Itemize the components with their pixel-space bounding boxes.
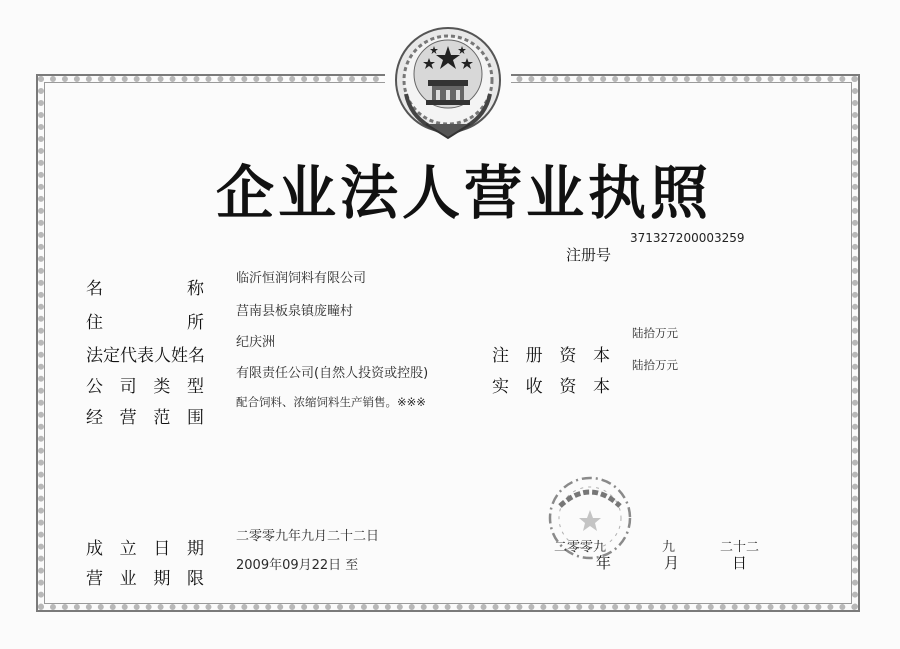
- address-label: 住所: [86, 313, 204, 333]
- company-type-value: 有限责任公司(自然人投资或控股): [236, 366, 429, 381]
- issue-day-value: 二十二: [720, 540, 760, 555]
- established-date-label: 成立日期: [86, 539, 204, 559]
- registered-capital-label: 注册资本: [492, 346, 610, 366]
- name-label: 名称: [86, 279, 204, 299]
- legal-rep-label: 法定代表人姓名: [86, 346, 205, 366]
- company-type-label: 公司类型: [86, 377, 204, 397]
- company-name-value: 临沂恒润饲料有限公司: [236, 271, 367, 286]
- issue-year-label: 年: [596, 554, 612, 572]
- national-emblem-icon: [392, 24, 504, 142]
- established-date-value: 二零零九年九月二十二日: [236, 529, 380, 544]
- document-title: 企业法人营业执照: [216, 159, 713, 227]
- registration-label: 注册号: [566, 246, 612, 264]
- paid-in-capital-value: 陆拾万元: [632, 358, 678, 372]
- issue-month-label: 月: [664, 554, 680, 572]
- issue-day-label: 日: [732, 554, 748, 572]
- address-value: 莒南县板泉镇庞疃村: [236, 304, 354, 319]
- business-term-label: 营业期限: [86, 569, 204, 589]
- issue-year-value: 二零零九: [554, 540, 607, 555]
- issue-month-value: 九: [662, 540, 676, 555]
- registered-capital-value: 陆拾万元: [632, 326, 678, 340]
- paid-in-capital-label: 实收资本: [492, 377, 610, 397]
- business-term-value: 2009年09月22日 至: [236, 558, 359, 573]
- business-scope-label: 经营范围: [86, 408, 204, 428]
- business-scope-value: 配合饲料、浓缩饲料生产销售。※※※: [236, 395, 426, 409]
- legal-rep-value: 纪庆洲: [236, 335, 276, 350]
- registration-number: 371327200003259: [630, 231, 745, 245]
